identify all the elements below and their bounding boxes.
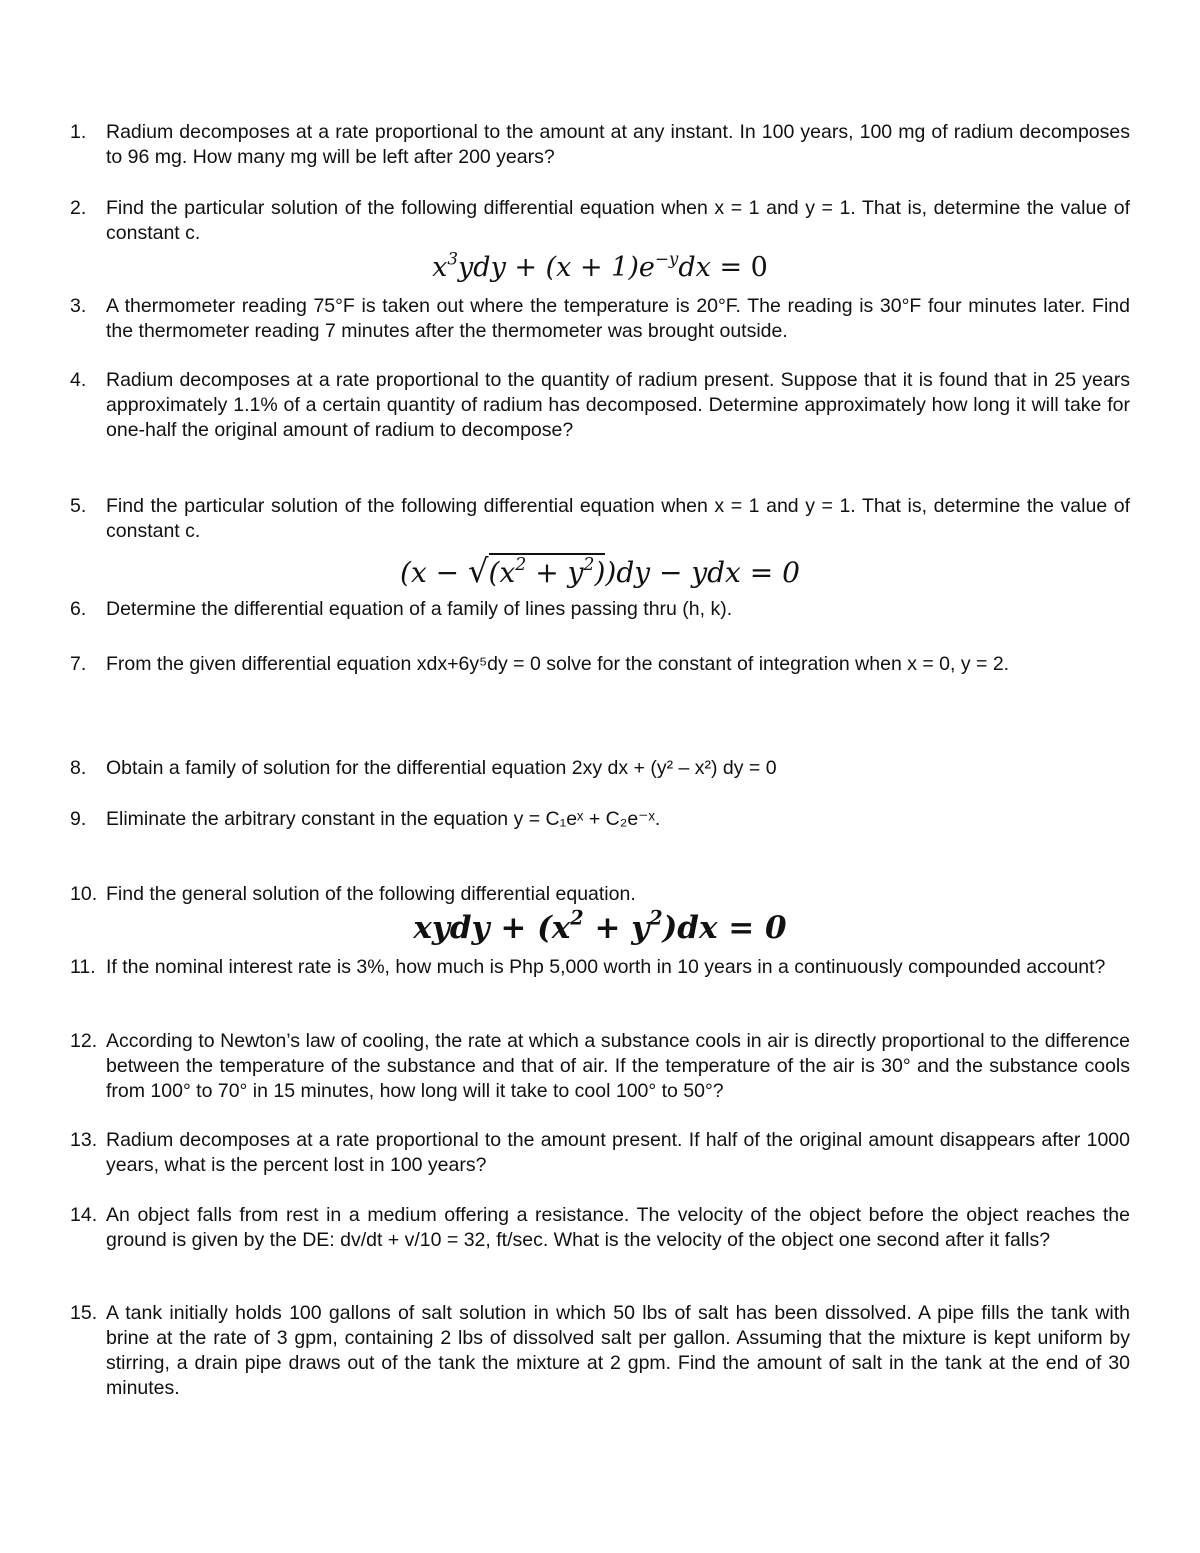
problem-text: From the given differential equation xdx+6y⁵dy = 0 solve for the constant of integration when x = 0, y = 2. (106, 653, 1010, 675)
problem-text: Eliminate the arbitrary constant in the equation y = C₁eˣ + C₂e⁻ˣ. (106, 808, 661, 830)
problem-6 (70, 597, 1130, 622)
problem-text: Determine the differential equation of a family of lines passing thru (h, k). (106, 598, 733, 620)
problem-text: If the nominal interest rate is 3%, how much is Php 5,000 worth in 10 years in a continuously compounded account? (106, 956, 1106, 978)
problem-11 (70, 955, 1130, 980)
problem-number: 13. (70, 1129, 98, 1151)
problem-8 (70, 756, 1130, 781)
problem-2 (70, 196, 1130, 246)
problem-7 (70, 652, 1130, 677)
problem-number: 6. (70, 598, 87, 620)
problem-number: 11. (70, 956, 96, 978)
problem-9 (70, 807, 1130, 832)
problem-1 (70, 120, 1130, 170)
problem-number: 7. (70, 653, 87, 675)
problem-text: A thermometer reading 75°F is taken out where the temperature is 20°F. The reading is 30°F four minutes later. Find the thermometer reading 7 minutes after the thermometer was brought outside. (106, 295, 1130, 342)
problem-number: 5. (70, 495, 87, 517)
problem-5 (70, 494, 1130, 544)
problem-text: Find the general solution of the following differential equation. (106, 883, 636, 905)
problem-3 (70, 294, 1130, 344)
problem-text: Obtain a family of solution for the differential equation 2xy dx + (y² – x²) dy = 0 (106, 757, 777, 779)
problem-13 (70, 1128, 1130, 1178)
problem-number: 1. (70, 121, 87, 143)
problem-text: Radium decomposes at a rate proportional to the quantity of radium present. Suppose that it is found that in 25 years approximately 1.1% of a certain quantity of radium has decomposed. Determine approximately how long it will take for one-half the original amount of radium to decompose? (106, 369, 1130, 441)
problem-text: An object falls from rest in a medium offering a resistance. The velocity of the object before the object reaches the ground is given by the DE: dv/dt + v/10 = 32, ft/sec. What is the velocity of the object one second after it falls? (106, 1204, 1130, 1251)
problem-text: Radium decomposes at a rate proportional to the amount at any instant. In 100 years, 100 mg of radium decomposes to 96 mg. How many mg will be left after 200 years? (106, 121, 1130, 168)
problem-15 (70, 1301, 1130, 1401)
equation-problem-10: xydy + $(x^2 + y^2)dx = 0$ (413, 906, 787, 946)
problem-number: 12. (70, 1030, 98, 1052)
problem-text: According to Newton’s law of cooling, the rate at which a substance cools in air is directly proportional to the difference between the temperature of the substance and that of air. If the temperature of the air is 30° and the substance cools from 100° to 70° in 15 minutes, how long will it take to cool 100° to 50°? (106, 1030, 1130, 1102)
problem-number: 3. (70, 295, 87, 317)
problem-10 (70, 882, 1130, 907)
problem-number: 14. (70, 1204, 98, 1226)
problem-number: 10. (70, 883, 98, 905)
problem-number: 15. (70, 1302, 98, 1324)
equation-problem-5: $(x - √(x^2 + y^2))dy$ − ydx = 0 (400, 552, 800, 590)
problem-number: 2. (70, 197, 87, 219)
problem-text: Radium decomposes at a rate proportional to the amount present. If half of the original amount disappears after 1000 years, what is the percent lost in 100 years? (106, 1129, 1130, 1176)
problem-number: 8. (70, 757, 87, 779)
problem-number: 4. (70, 369, 87, 391)
equation-problem-2: $x^3ydy + (x + 1)e^{-y}dx = 0$ (432, 248, 768, 283)
problem-number: 9. (70, 808, 87, 830)
problem-text: A tank initially holds 100 gallons of salt solution in which 50 lbs of salt has been dissolved. A pipe fills the tank with brine at the rate of 3 gpm, containing 2 lbs of dissolved salt per gallon. Assuming that the mixture is kept uniform by stirring, a drain pipe draws out of the tank the mixture at 2 gpm. Find the amount of salt in the tank at the end of 30 minutes. (106, 1302, 1130, 1399)
problem-14 (70, 1203, 1130, 1253)
problem-12 (70, 1029, 1130, 1104)
problem-4 (70, 368, 1130, 443)
problem-text: Find the particular solution of the following differential equation when x = 1 and y = 1. That is, determine the value of constant c. (106, 197, 1130, 244)
problem-text: Find the particular solution of the following differential equation when x = 1 and y = 1. That is, determine the value of constant c. (106, 495, 1130, 542)
